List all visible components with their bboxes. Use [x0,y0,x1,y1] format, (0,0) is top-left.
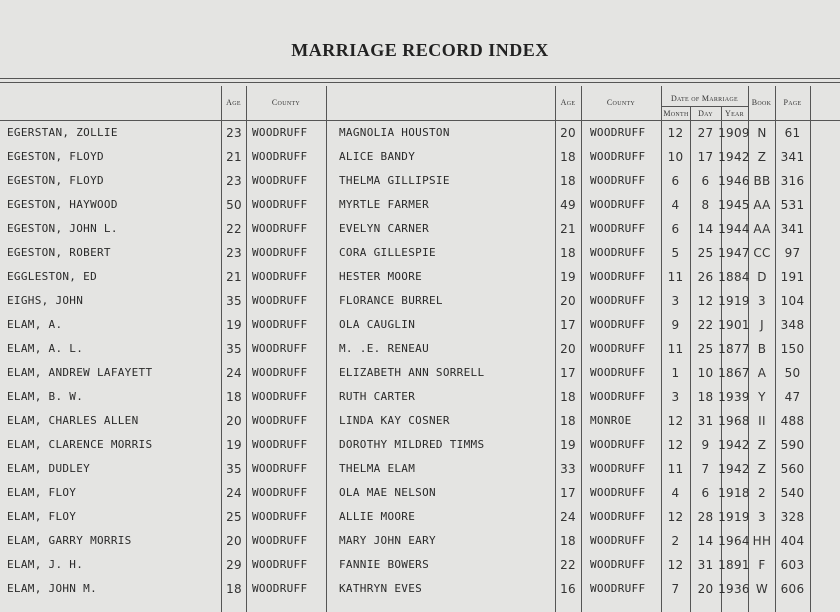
marriage-year: 1919 [718,294,750,308]
marriage-day: 14 [697,534,714,548]
bride-name: ELIZABETH ANN SORRELL [339,366,485,379]
groom-county: WOODRUFF [252,558,308,571]
book-number: A [757,366,767,380]
marriage-day: 18 [697,390,714,404]
table-row [0,193,840,217]
marriage-year: 1964 [718,534,750,548]
bride-age: 18 [560,534,576,548]
book-number: J [760,318,764,332]
page-number: 488 [780,414,805,428]
groom-age: 24 [226,366,242,380]
marriage-month: 5 [671,246,680,260]
groom-county: WOODRUFF [252,318,308,331]
groom-county: WOODRUFF [252,438,308,451]
groom-name: ELAM, B. W. [7,390,84,403]
groom-name: EGESTON, FLOYD [7,150,104,163]
marriage-year: 1942 [718,462,750,476]
page-number: 150 [780,342,805,356]
page-number: 603 [780,558,805,572]
bride-county: WOODRUFF [590,486,646,499]
groom-name: ELAM, CLARENCE MORRIS [7,438,153,451]
marriage-month: 3 [671,294,680,308]
bride-age: 17 [560,366,576,380]
marriage-month: 11 [667,462,684,476]
marriage-year: 1884 [718,270,750,284]
bride-name: MAGNOLIA HOUSTON [339,126,450,139]
marriage-day: 28 [697,510,714,524]
groom-name: ELAM, A. L. [7,342,84,355]
book-number: CC [753,246,771,260]
bride-county: WOODRUFF [590,438,646,451]
marriage-year: 1942 [718,150,750,164]
marriage-day: 12 [697,294,714,308]
marriage-month: 12 [667,414,684,428]
bride-age: 19 [560,438,576,452]
marriage-year: 1909 [718,126,750,140]
page-number: 104 [780,294,805,308]
groom-county: WOODRUFF [252,582,308,595]
book-number: Z [757,150,767,164]
book-number: Z [757,462,767,476]
page-number: 341 [780,222,805,236]
groom-county: WOODRUFF [252,246,308,259]
header-date-of-marriage: Date of Marriage [670,94,739,103]
book-number: Z [757,438,767,452]
header-bride-age: Age [560,98,576,107]
book-number: W [755,582,769,596]
bride-age: 24 [560,510,576,524]
marriage-month: 6 [671,222,680,236]
groom-county: WOODRUFF [252,294,308,307]
groom-age: 20 [226,414,242,428]
marriage-month: 12 [667,510,684,524]
table-row [0,241,840,265]
header-bride-county: County [606,98,636,107]
table-row [0,337,840,361]
bride-name: EVELYN CARNER [339,222,429,235]
marriage-year: 1968 [718,414,750,428]
marriage-year: 1901 [718,318,750,332]
groom-age: 29 [226,558,242,572]
marriage-year: 1945 [718,198,750,212]
groom-name: EGGLESTON, ED [7,270,97,283]
marriage-day: 22 [697,318,714,332]
groom-county: WOODRUFF [252,342,308,355]
groom-name: EIGHS, JOHN [7,294,84,307]
marriage-month: 11 [667,270,684,284]
bride-name: MYRTLE FARMER [339,198,429,211]
groom-age: 18 [226,582,242,596]
bride-county: WOODRUFF [590,534,646,547]
groom-age: 19 [226,438,242,452]
book-number: AA [753,222,771,236]
marriage-year: 1877 [718,342,750,356]
bride-county: WOODRUFF [590,174,646,187]
bride-county: WOODRUFF [590,318,646,331]
header-day: Day [698,109,713,118]
groom-name: EGESTON, HAYWOOD [7,198,118,211]
bride-age: 33 [560,462,576,476]
table-row [0,169,840,193]
groom-name: EGERSTAN, ZOLLIE [7,126,118,139]
groom-name: ELAM, FLOY [7,510,77,523]
groom-age: 24 [226,486,242,500]
marriage-day: 10 [697,366,714,380]
groom-county: WOODRUFF [252,198,308,211]
marriage-day: 6 [701,174,710,188]
page-number: 404 [780,534,805,548]
bride-age: 20 [560,294,576,308]
top-rule-2 [0,82,840,83]
bride-age: 18 [560,150,576,164]
bride-name: KATHRYN EVES [339,582,423,595]
table-row [0,529,840,553]
marriage-day: 25 [697,342,714,356]
marriage-day: 31 [697,414,714,428]
groom-name: ELAM, ANDREW LAFAYETT [7,366,153,379]
page-number: 61 [784,126,801,140]
groom-name: EGESTON, JOHN L. [7,222,118,235]
header-year: Year [725,109,744,118]
header-county: County [271,98,301,107]
marriage-month: 2 [671,534,680,548]
page-number: 606 [780,582,805,596]
bride-county: WOODRUFF [590,390,646,403]
marriage-year: 1944 [718,222,750,236]
book-number: D [757,270,767,284]
table-row [0,121,840,145]
table-row [0,265,840,289]
marriage-month: 1 [671,366,680,380]
marriage-month: 7 [671,582,680,596]
groom-county: WOODRUFF [252,534,308,547]
groom-county: WOODRUFF [252,270,308,283]
table-row [0,553,840,577]
marriage-day: 26 [697,270,714,284]
marriage-day: 25 [697,246,714,260]
bride-age: 22 [560,558,576,572]
page-number: 348 [780,318,805,332]
bride-county: WOODRUFF [590,222,646,235]
groom-age: 50 [226,198,242,212]
page-number: 50 [784,366,801,380]
table-row [0,145,840,169]
groom-age: 22 [226,222,242,236]
book-number: 3 [758,510,766,524]
book-number: II [758,414,766,428]
bride-age: 21 [560,222,576,236]
bride-age: 18 [560,414,576,428]
bride-age: 19 [560,270,576,284]
marriage-month: 4 [671,198,680,212]
groom-county: WOODRUFF [252,366,308,379]
marriage-day: 27 [697,126,714,140]
bride-age: 49 [560,198,576,212]
marriage-day: 8 [701,198,710,212]
marriage-month: 6 [671,174,680,188]
book-number: B [757,342,767,356]
page-number: 316 [780,174,805,188]
marriage-year: 1918 [718,486,750,500]
bride-name: FLORANCE BURREL [339,294,443,307]
book-number: AA [753,198,771,212]
bride-name: CORA GILLESPIE [339,246,436,259]
table-row [0,409,840,433]
groom-name: EGESTON, FLOYD [7,174,104,187]
marriage-day: 9 [701,438,710,452]
page-number: 47 [784,390,801,404]
marriage-year: 1919 [718,510,750,524]
marriage-month: 10 [667,150,684,164]
marriage-year: 1947 [718,246,750,260]
header-page: Page [783,98,802,107]
bride-name: MARY JOHN EARY [339,534,436,547]
bride-age: 18 [560,246,576,260]
bride-name: DOROTHY MILDRED TIMMS [339,438,485,451]
marriage-day: 14 [697,222,714,236]
page-number: 590 [780,438,805,452]
bride-age: 17 [560,318,576,332]
marriage-day: 7 [701,462,710,476]
bride-name: OLA CAUGLIN [339,318,416,331]
bride-county: WOODRUFF [590,510,646,523]
marriage-year: 1936 [718,582,750,596]
bride-name: OLA MAE NELSON [339,486,436,499]
marriage-day: 6 [701,486,710,500]
header-month: Month [663,109,689,118]
groom-county: WOODRUFF [252,510,308,523]
bride-county: WOODRUFF [590,342,646,355]
groom-age: 35 [226,342,242,356]
bride-county: WOODRUFF [590,246,646,259]
bride-county: WOODRUFF [590,294,646,307]
groom-county: WOODRUFF [252,462,308,475]
marriage-year: 1867 [718,366,750,380]
book-number: HH [752,534,772,548]
top-rule [0,78,840,79]
groom-age: 18 [226,390,242,404]
header-book: Book [751,98,772,107]
bride-age: 16 [560,582,576,596]
marriage-month: 12 [667,558,684,572]
marriage-year: 1891 [718,558,750,572]
page-number: 341 [780,150,805,164]
groom-name: ELAM, A. [7,318,63,331]
bride-age: 20 [560,342,576,356]
groom-age: 35 [226,462,242,476]
groom-county: WOODRUFF [252,222,308,235]
bride-name: HESTER MOORE [339,270,423,283]
page-number: 560 [780,462,805,476]
bride-county: WOODRUFF [590,126,646,139]
groom-county: WOODRUFF [252,486,308,499]
book-number: BB [753,174,771,188]
book-number: F [758,558,766,572]
bride-county: MONROE [590,414,632,427]
groom-county: WOODRUFF [252,126,308,139]
page-number: 540 [780,486,805,500]
groom-age: 23 [226,246,242,260]
table-row [0,481,840,505]
table-row [0,217,840,241]
marriage-month: 12 [667,126,684,140]
bride-age: 18 [560,390,576,404]
bride-county: WOODRUFF [590,270,646,283]
groom-age: 20 [226,534,242,548]
groom-age: 25 [226,510,242,524]
marriage-month: 4 [671,486,680,500]
bride-name: FANNIE BOWERS [339,558,429,571]
groom-name: ELAM, GARRY MORRIS [7,534,132,547]
groom-county: WOODRUFF [252,150,308,163]
table-row [0,433,840,457]
marriage-month: 12 [667,438,684,452]
groom-name: ELAM, CHARLES ALLEN [7,414,139,427]
header-age: Age [226,98,241,107]
bride-county: WOODRUFF [590,198,646,211]
page-number: 97 [784,246,801,260]
bride-county: WOODRUFF [590,150,646,163]
groom-name: ELAM, FLOY [7,486,77,499]
bride-county: WOODRUFF [590,582,646,595]
page-number: 328 [780,510,805,524]
page-number: 191 [780,270,805,284]
bride-name: ALICE BANDY [339,150,416,163]
groom-county: WOODRUFF [252,390,308,403]
bride-name: M. .E. RENEAU [339,342,429,355]
marriage-year: 1942 [718,438,750,452]
groom-age: 35 [226,294,242,308]
groom-name: ELAM, JOHN M. [7,582,97,595]
book-number: Y [758,390,766,404]
table-row [0,457,840,481]
bride-county: WOODRUFF [590,558,646,571]
marriage-year: 1946 [718,174,750,188]
groom-name: ELAM, DUDLEY [7,462,91,475]
book-number: N [757,126,767,140]
table-row [0,289,840,313]
table-row [0,361,840,385]
book-number: 2 [758,486,766,500]
groom-age: 23 [226,126,242,140]
table-row [0,385,840,409]
bride-county: WOODRUFF [590,462,646,475]
groom-name: ELAM, J. H. [7,558,84,571]
table-row [0,577,840,601]
groom-county: WOODRUFF [252,174,308,187]
bride-name: ALLIE MOORE [339,510,416,523]
bride-name: LINDA KAY COSNER [339,414,450,427]
marriage-day: 17 [697,150,714,164]
groom-age: 23 [226,174,242,188]
bride-name: THELMA GILLIPSIE [339,174,450,187]
page-number: 531 [780,198,805,212]
bride-age: 17 [560,486,576,500]
date-subheader-rule [662,106,748,107]
page-title: MARRIAGE RECORD INDEX [291,40,549,60]
marriage-year: 1939 [718,390,750,404]
marriage-month: 11 [667,342,684,356]
bride-county: WOODRUFF [590,366,646,379]
book-number: 3 [758,294,766,308]
table-row [0,313,840,337]
groom-age: 21 [226,270,242,284]
groom-name: EGESTON, ROBERT [7,246,111,259]
groom-age: 21 [226,150,242,164]
bride-age: 20 [560,126,576,140]
bride-name: RUTH CARTER [339,390,416,403]
marriage-month: 9 [671,318,680,332]
groom-county: WOODRUFF [252,414,308,427]
table-row [0,505,840,529]
marriage-day: 31 [697,558,714,572]
bride-name: THELMA ELAM [339,462,416,475]
bride-age: 18 [560,174,576,188]
groom-age: 19 [226,318,242,332]
marriage-month: 3 [671,390,680,404]
marriage-day: 20 [697,582,714,596]
